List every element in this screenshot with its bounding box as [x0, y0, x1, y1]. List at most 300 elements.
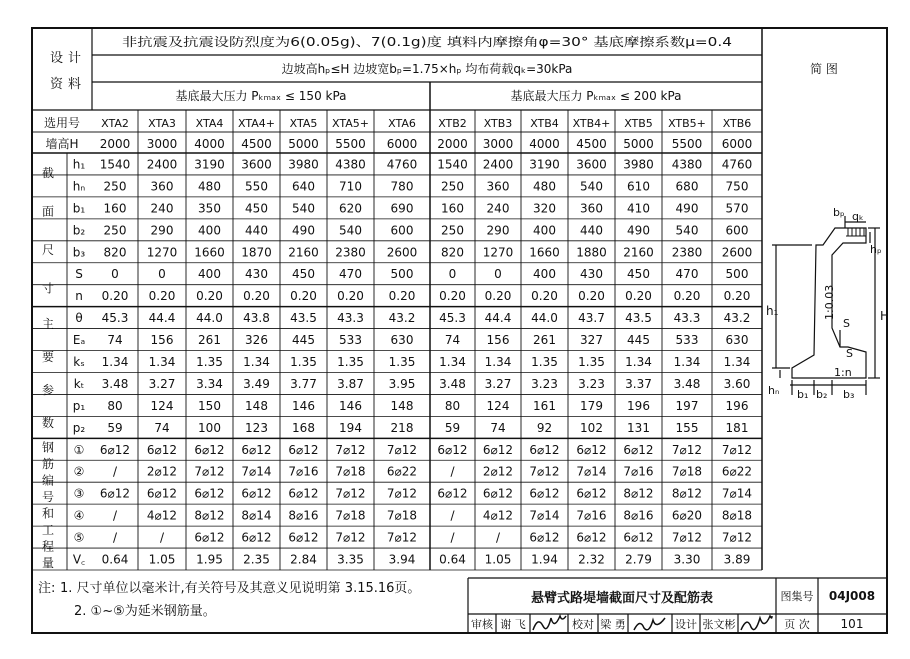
- table-cell: 6⌀12: [623, 530, 654, 545]
- drawing-title: 悬臂式路堤墙截面尺寸及配筋表: [530, 591, 714, 606]
- table-cell: 1.34: [148, 355, 176, 369]
- table-cell: 290: [486, 223, 510, 238]
- table-cell: 1.35: [531, 355, 558, 369]
- height-cell: 5000: [623, 137, 654, 151]
- group-label-char: 数: [41, 415, 55, 430]
- note-2: 2. ①~⑤为延米钢筋量。: [74, 604, 216, 619]
- height-cell: 5500: [335, 137, 366, 151]
- table-cell: 146: [292, 398, 315, 413]
- table-cell: 0.20: [625, 289, 652, 304]
- row-symbol: ③: [73, 486, 85, 501]
- table-cell: 1.05: [148, 552, 176, 567]
- label-hp: hₚ: [870, 243, 882, 256]
- column-header: XTA5: [289, 117, 318, 130]
- row-symbol: ⑤: [73, 530, 85, 545]
- table-cell: 6⌀12: [437, 486, 468, 501]
- table-cell: 3.35: [337, 552, 364, 567]
- group-label-char: 尺: [41, 243, 55, 258]
- group-b-title: 基底最大压力 Pₖₘₐₓ ≤ 200 kPa: [510, 89, 682, 103]
- table-cell: 450: [627, 267, 650, 282]
- table-cell: 6⌀12: [437, 442, 468, 457]
- table-cell: 3600: [241, 157, 272, 172]
- column-header: XTA4+: [238, 117, 275, 130]
- table-cell: 8⌀12: [671, 486, 703, 501]
- table-cell: 3.30: [673, 552, 701, 567]
- table-cell: 1270: [146, 245, 178, 260]
- table-cell: 0.20: [196, 289, 223, 304]
- table-cell: 570: [725, 201, 749, 216]
- table-cell: 7⌀18: [386, 508, 418, 523]
- table-cell: 7⌀12: [386, 486, 418, 501]
- table-cell: 1270: [482, 245, 514, 260]
- table-cell: 3.87: [337, 376, 364, 391]
- table-cell: 261: [198, 333, 221, 348]
- table-cell: 6⌀12: [194, 530, 225, 545]
- table-cell: 43.2: [723, 311, 751, 326]
- table-cell: 2600: [721, 245, 753, 260]
- table-cell: 400: [533, 223, 556, 238]
- data-table: [32, 110, 762, 570]
- row-symbol: h₁: [72, 157, 86, 172]
- table-cell: 3.60: [723, 376, 751, 391]
- table-cell: 0.20: [101, 289, 129, 304]
- table-cell: 197: [675, 398, 699, 413]
- table-cell: 7⌀12: [386, 530, 418, 545]
- table-cell: 3.23: [578, 376, 605, 391]
- table-cell: 2.35: [243, 552, 270, 567]
- table-cell: 155: [675, 420, 699, 435]
- atlas-number: 04J008: [828, 589, 876, 603]
- table-cell: 1880: [576, 245, 607, 260]
- table-cell: 156: [150, 333, 174, 348]
- table-cell: 43.3: [673, 311, 701, 326]
- label-b3: b₃: [843, 388, 855, 401]
- table-cell: 7⌀12: [721, 530, 753, 545]
- table-cell: 3.23: [531, 376, 558, 391]
- column-header: XTB2: [438, 117, 467, 130]
- table-cell: 59: [444, 420, 461, 435]
- row-symbol: n: [75, 289, 83, 304]
- table-cell: 59: [107, 420, 123, 435]
- table-cell: 1.35: [196, 355, 223, 369]
- table-cell: 540: [675, 223, 699, 238]
- height-cell: 4000: [529, 137, 560, 151]
- table-cell: 6⌀12: [241, 530, 272, 545]
- table-cell: 6⌀12: [482, 486, 514, 501]
- table-cell: 196: [627, 398, 650, 413]
- table-cell: 8⌀16: [288, 508, 319, 523]
- atlas-label: 图集号: [780, 590, 814, 603]
- table-cell: 43.5: [625, 311, 652, 326]
- table-cell: 540: [339, 223, 362, 238]
- table-cell: 600: [725, 223, 749, 238]
- group-label-char: 寸: [41, 281, 55, 296]
- table-cell: 156: [486, 333, 510, 348]
- table-cell: 0.20: [243, 289, 270, 304]
- height-cell: 6000: [386, 137, 418, 151]
- table-cell: 6⌀12: [194, 486, 225, 501]
- column-header: XTA6: [388, 117, 416, 130]
- label-S-top: S: [843, 317, 850, 330]
- table-cell: /: [159, 530, 165, 545]
- height-cell: 5500: [671, 137, 703, 151]
- table-cell: 6⌀12: [576, 486, 607, 501]
- table-cell: 2160: [623, 245, 654, 260]
- table-cell: 1.35: [388, 355, 416, 369]
- table-cell: 6⌀20: [671, 508, 703, 523]
- load-hatch: [846, 228, 866, 236]
- page-number: 101: [840, 617, 864, 631]
- table-cell: 6⌀12: [194, 442, 225, 457]
- row-symbol: b₂: [72, 223, 86, 238]
- table-cell: 3.49: [243, 376, 270, 391]
- table-cell: 3.94: [388, 552, 416, 567]
- table-cell: 181: [725, 420, 749, 435]
- table-cell: 0.20: [484, 289, 512, 304]
- table-cell: 470: [339, 267, 362, 282]
- table-cell: 8⌀18: [721, 508, 753, 523]
- table-cell: 44.0: [196, 311, 223, 326]
- table-cell: 2.79: [625, 552, 652, 567]
- table-cell: 620: [339, 201, 362, 216]
- table-cell: 640: [292, 179, 315, 194]
- table-cell: 400: [198, 223, 221, 238]
- table-cell: 100: [198, 420, 221, 435]
- label-S: S: [846, 347, 853, 360]
- row-symbol: ②: [73, 464, 85, 479]
- table-cell: 480: [533, 179, 556, 194]
- table-cell: 445: [292, 333, 315, 348]
- table-cell: 490: [627, 223, 650, 238]
- table-cell: 8⌀16: [623, 508, 654, 523]
- table-cell: /: [112, 508, 118, 523]
- height-cell: 4000: [194, 137, 225, 151]
- table-cell: 0.20: [290, 289, 317, 304]
- table-cell: 44.4: [148, 311, 176, 326]
- table-cell: 44.4: [484, 311, 512, 326]
- table-cell: 250: [441, 223, 464, 238]
- table-cell: 750: [725, 179, 749, 194]
- table-cell: 6⌀12: [288, 530, 319, 545]
- table-cell: 1660: [194, 245, 225, 260]
- group-label-char: 面: [41, 204, 55, 219]
- note-1: 1. 尺寸单位以毫米计,有关符号及其意义见说明第 3.15.16页。: [60, 581, 421, 596]
- table-cell: 0.20: [439, 289, 466, 304]
- checker-name: 梁 勇: [600, 618, 626, 631]
- table-cell: 160: [103, 201, 127, 216]
- table-cell: 540: [580, 179, 603, 194]
- notes-label: 注:: [38, 581, 56, 596]
- table-cell: 7⌀12: [335, 530, 366, 545]
- table-cell: 196: [725, 398, 749, 413]
- group-label-char: 钢: [41, 440, 55, 455]
- table-cell: 45.3: [101, 311, 129, 326]
- column-header: XTB5+: [668, 117, 706, 130]
- table-cell: 0.20: [578, 289, 605, 304]
- table-cell: 261: [533, 333, 556, 348]
- table-cell: 7⌀18: [335, 464, 366, 479]
- table-cell: 92: [536, 420, 553, 435]
- table-cell: 450: [245, 201, 268, 216]
- table-cell: 3.95: [388, 376, 416, 391]
- row-symbol: b₃: [72, 245, 86, 260]
- table-cell: 0.20: [337, 289, 364, 304]
- table-cell: 4760: [386, 157, 418, 172]
- table-cell: 0: [111, 267, 119, 282]
- table-cell: 360: [486, 179, 510, 194]
- table-cell: 0: [158, 267, 166, 282]
- table-cell: 6⌀12: [529, 442, 560, 457]
- table-cell: 4⌀12: [146, 508, 178, 523]
- group-label-char: 要: [41, 350, 55, 365]
- group-label-char: 编: [41, 473, 55, 488]
- table-cell: 124: [486, 398, 510, 413]
- table-cell: 2380: [671, 245, 703, 260]
- table-cell: 1.34: [243, 355, 270, 369]
- table-cell: 123: [245, 420, 268, 435]
- table-cell: 360: [150, 179, 174, 194]
- table-cell: 410: [627, 201, 650, 216]
- row-label-height: 墙高H: [45, 137, 79, 151]
- table-cell: 74: [444, 333, 461, 348]
- row-symbol: b₁: [72, 201, 86, 216]
- table-cell: 148: [390, 398, 414, 413]
- table-cell: 44.0: [531, 311, 558, 326]
- height-cell: 2000: [437, 137, 468, 151]
- table-cell: 7⌀12: [529, 464, 560, 479]
- table-cell: 3190: [529, 157, 560, 172]
- table-cell: 1660: [529, 245, 560, 260]
- table-cell: 4380: [671, 157, 703, 172]
- table-cell: 2380: [335, 245, 366, 260]
- height-cell: 5000: [288, 137, 319, 151]
- table-cell: 168: [292, 420, 315, 435]
- group-label-char: 参: [41, 382, 55, 397]
- design-char: 料: [68, 77, 82, 92]
- row-symbol: ④: [73, 508, 85, 523]
- column-header: XTB4: [530, 117, 559, 130]
- design-label-cell: 设计: [675, 618, 697, 631]
- height-cell: 4500: [241, 137, 272, 151]
- table-cell: 3.48: [673, 376, 701, 391]
- table-cell: 3.77: [290, 376, 317, 391]
- table-cell: 7⌀12: [194, 464, 225, 479]
- label-H: H: [880, 309, 890, 323]
- table-cell: 124: [150, 398, 174, 413]
- label-qk: qₖ: [852, 210, 864, 223]
- group-a-title: 基底最大压力 Pₖₘₐₓ ≤ 150 kPa: [175, 89, 347, 103]
- signature-marks: [533, 616, 772, 630]
- table-cell: 3600: [576, 157, 607, 172]
- row-symbol: p₁: [72, 398, 86, 413]
- reviewer-name: 谢 飞: [500, 618, 526, 631]
- table-cell: 3.48: [439, 376, 466, 391]
- table-cell: 0: [494, 267, 502, 282]
- table-cell: 4⌀12: [482, 508, 514, 523]
- table-cell: 533: [675, 333, 699, 348]
- table-cell: /: [112, 530, 118, 545]
- table-cell: 540: [292, 201, 315, 216]
- table-cell: 250: [441, 179, 464, 194]
- table-cell: 326: [245, 333, 268, 348]
- table-cell: 7⌀16: [623, 464, 654, 479]
- table-cell: 6⌀12: [241, 486, 272, 501]
- table-cell: 160: [441, 201, 464, 216]
- table-cell: 8⌀14: [241, 508, 272, 523]
- table-cell: 1.35: [578, 355, 605, 369]
- table-cell: 820: [441, 245, 464, 260]
- table-cell: 80: [107, 398, 123, 413]
- table-cell: 2.84: [290, 552, 317, 567]
- table-cell: 445: [627, 333, 650, 348]
- height-cell: 2000: [99, 137, 131, 151]
- label-bp: bₚ: [833, 206, 845, 219]
- table-cell: 6⌀22: [721, 464, 753, 479]
- table-cell: 74: [154, 420, 170, 435]
- table-cell: 0.64: [439, 552, 466, 567]
- table-cell: 250: [103, 223, 127, 238]
- header-line-1: 非抗震及抗震设防烈度为6(0.05g)、7(0.1g)度 填料内摩擦角φ=30° 基底摩擦系数μ=0.4: [122, 35, 601, 49]
- table-cell: 6⌀12: [241, 442, 272, 457]
- table-cell: 1.94: [531, 552, 558, 567]
- table-cell: 440: [580, 223, 603, 238]
- table-cell: 0.20: [723, 289, 751, 304]
- table-cell: 43.7: [578, 311, 605, 326]
- table-cell: 0.20: [388, 289, 416, 304]
- table-cell: 7⌀16: [576, 508, 607, 523]
- table-cell: 3.48: [101, 376, 129, 391]
- table-cell: 3980: [288, 157, 319, 172]
- table-cell: 1.34: [484, 355, 512, 369]
- table-cell: 533: [339, 333, 362, 348]
- table-cell: 43.8: [243, 311, 270, 326]
- table-cell: 2⌀12: [146, 464, 178, 479]
- table-cell: 630: [390, 333, 414, 348]
- table-cell: 7⌀18: [671, 464, 703, 479]
- table-cell: 360: [580, 201, 603, 216]
- table-cell: 7⌀12: [335, 486, 366, 501]
- group-label-char: 筋: [41, 457, 55, 472]
- table-cell: 131: [627, 420, 650, 435]
- table-cell: 3.27: [484, 376, 512, 391]
- table-cell: 6⌀12: [623, 442, 654, 457]
- table-cell: 7⌀12: [721, 442, 753, 457]
- table-cell: 7⌀14: [721, 486, 753, 501]
- table-cell: 1.34: [673, 355, 701, 369]
- table-cell: 450: [292, 267, 315, 282]
- table-cell: 710: [339, 179, 362, 194]
- table-cell: 820: [103, 245, 127, 260]
- row-symbol: θ: [75, 311, 83, 326]
- header-line-2: 边坡高hₚ≤H 边坡宽bₚ=1.75×hₚ 均布荷载qₖ=30kPa: [281, 62, 573, 76]
- column-header: XTA5+: [332, 117, 369, 130]
- table-cell: 1.34: [439, 355, 466, 369]
- row-symbol: S: [75, 267, 83, 282]
- table-cell: 6⌀12: [288, 486, 319, 501]
- row-symbol: kₛ: [73, 355, 85, 369]
- table-cell: 430: [245, 267, 268, 282]
- table-cell: 43.3: [337, 311, 364, 326]
- table-cell: 7⌀18: [335, 508, 366, 523]
- table-cell: 4380: [335, 157, 366, 172]
- table-cell: 6⌀12: [288, 442, 319, 457]
- column-header: XTA2: [101, 117, 129, 130]
- group-label-char: 截: [41, 166, 55, 181]
- table-cell: 7⌀16: [288, 464, 319, 479]
- label-ratio: 1:n: [834, 366, 852, 379]
- table-cell: 400: [533, 267, 556, 282]
- table-cell: 3.89: [723, 552, 751, 567]
- table-cell: 3190: [194, 157, 225, 172]
- table-cell: /: [450, 508, 455, 523]
- table-cell: 2600: [386, 245, 418, 260]
- table-cell: 690: [390, 201, 414, 216]
- label-h1: h₁: [766, 304, 779, 318]
- table-cell: 430: [580, 267, 603, 282]
- table-cell: 600: [390, 223, 414, 238]
- table-cell: 6⌀12: [529, 530, 560, 545]
- table-cell: 490: [675, 201, 699, 216]
- table-cell: 780: [390, 179, 414, 194]
- table-cell: 1.95: [196, 552, 223, 567]
- table-cell: 74: [490, 420, 506, 435]
- height-cell: 3000: [146, 137, 178, 151]
- table-cell: 0: [448, 267, 457, 282]
- table-cell: 161: [533, 398, 556, 413]
- group-label-char: 程: [41, 539, 55, 554]
- table-cell: 6⌀12: [576, 442, 607, 457]
- table-cell: 480: [198, 179, 221, 194]
- table-cell: 6⌀12: [99, 486, 131, 501]
- table-cell: 320: [533, 201, 556, 216]
- table-cell: 490: [292, 223, 315, 238]
- height-cell: 3000: [482, 137, 514, 151]
- column-header: XTA4: [195, 117, 224, 130]
- design-label: [50, 50, 81, 92]
- table-cell: 500: [390, 267, 414, 282]
- table-cell: 630: [725, 333, 749, 348]
- table-cell: 1870: [241, 245, 272, 260]
- table-cell: 6⌀12: [146, 486, 178, 501]
- diagram-title: 简 图: [810, 62, 838, 76]
- table-cell: 7⌀14: [576, 464, 607, 479]
- table-cell: 0.20: [148, 289, 176, 304]
- row-symbol: ①: [73, 442, 85, 457]
- review-label: 审核: [471, 618, 493, 631]
- table-cell: 3.37: [625, 376, 652, 391]
- row-symbol: p₂: [72, 420, 86, 435]
- table-cell: 1540: [437, 157, 468, 172]
- table-cell: 8⌀12: [623, 486, 654, 501]
- check-label: 校对: [572, 618, 594, 631]
- row-symbol: V꜀: [72, 552, 86, 567]
- table-cell: 7⌀12: [671, 442, 703, 457]
- table-cell: /: [112, 464, 118, 479]
- table-cell: 194: [339, 420, 362, 435]
- table-cell: 6⌀12: [146, 442, 178, 457]
- table-cell: 8⌀12: [194, 508, 225, 523]
- table-cell: 3.27: [148, 376, 176, 391]
- table-cell: 148: [245, 398, 268, 413]
- table-cell: 2⌀12: [482, 464, 514, 479]
- table-cell: 240: [486, 201, 510, 216]
- column-header: XTB4+: [572, 117, 611, 130]
- column-header: XTB6: [722, 117, 752, 130]
- label-slope: 1:0.03: [823, 284, 836, 320]
- table-cell: 1.35: [337, 355, 364, 369]
- row-symbol: kₜ: [73, 376, 85, 391]
- table-cell: 1.34: [101, 355, 129, 369]
